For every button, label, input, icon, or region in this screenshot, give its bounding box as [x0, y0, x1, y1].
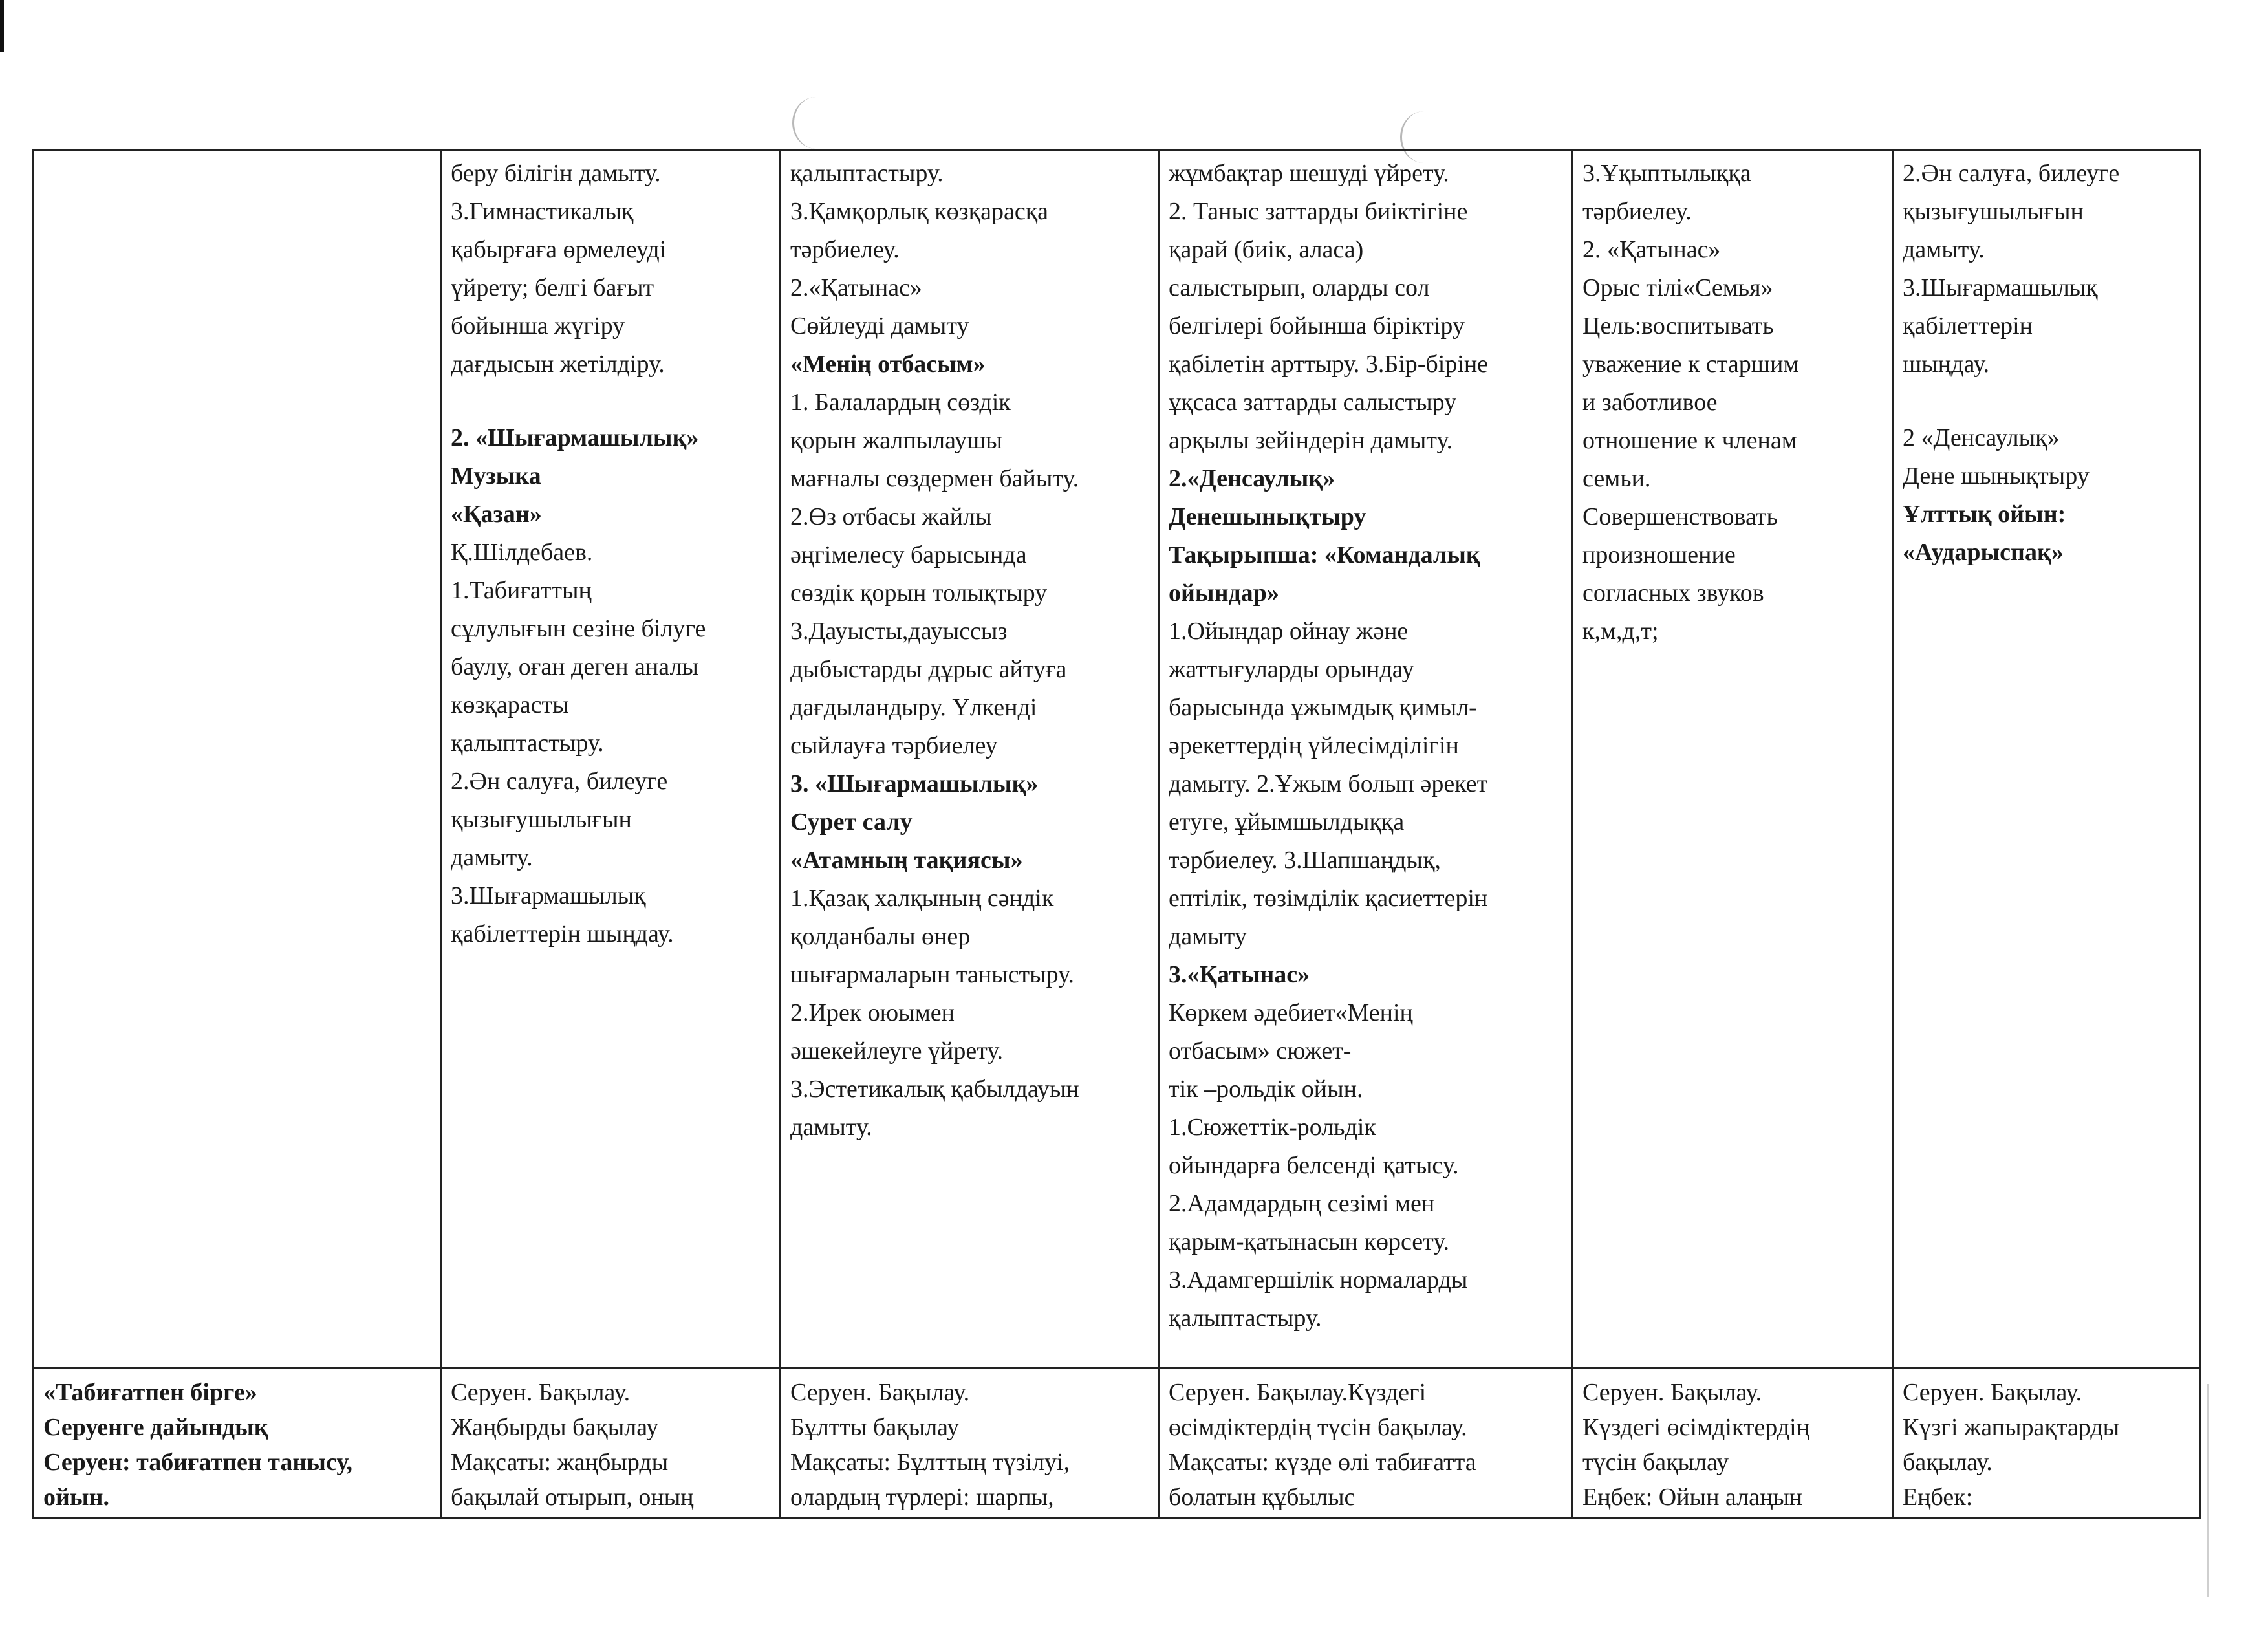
cell-text-line: 2.Ән салуға, билеуге [451, 768, 668, 795]
cell-text-line: 3.Қамқорлық көзқарасқа [790, 198, 1049, 225]
cell-text-line: Ұлттық ойын: [1903, 501, 2066, 528]
cell-text-line: к,м,д,т; [1582, 618, 1659, 645]
cell-text-line: 1. Балалардың сөздік [790, 389, 1011, 416]
cell-text-line: 3.Дауысты,дауыссыз [790, 618, 1008, 645]
table-row [34, 150, 2200, 1368]
cell-text-line: әрекеттердің үйлесімділігін [1169, 732, 1459, 759]
lesson-plan-table [32, 149, 2201, 1519]
cell-text-line: жұмбақтар шешуді үйрету. [1169, 160, 1449, 187]
cell-text-line: Бұлтты бақылау [790, 1414, 960, 1441]
cell-text-line: қалыптастыру. [451, 730, 604, 757]
cell-text-line: Серуенге дайындық [43, 1414, 268, 1441]
cell-text-line: тік –рольдік ойын. [1169, 1076, 1363, 1103]
cell-text-line: 1.Ойындар ойнау және [1169, 618, 1409, 645]
cell-text-line: Серуен. Бақылау. [790, 1379, 970, 1406]
cell-text-line: дағдысын жетілдіру. [451, 351, 665, 378]
cell-text-line: етуге, ұйымшылдыққа [1169, 808, 1405, 836]
cell-text-line: «Атамның тақиясы» [790, 847, 1023, 874]
cell-text-line: 2.Ирек оюымен [790, 999, 955, 1026]
cell-text-line: дамыту [1169, 923, 1247, 950]
cell-text-line: дамыту. 2.Ұжым болып әрекет [1169, 770, 1488, 797]
cell-text-line: отношение к членам [1582, 427, 1797, 454]
cell-text-line: түсін бақылау [1582, 1449, 1729, 1476]
cell-text-line: Күзгі жапырақтарды [1903, 1414, 2120, 1441]
cell-text-line: сөздік қорын толықтыру [790, 579, 1048, 607]
cell-text-line: тәрбиелеу. 3.Шапшаңдық, [1169, 847, 1441, 874]
cell-text-line: Еңбек: Ойын алаңын [1582, 1484, 1803, 1511]
cell-text-line: қабырғаға өрмелеуді [451, 236, 667, 263]
table-cell [781, 1368, 1159, 1519]
cell-text-line: әңгімелесу барысында [790, 541, 1027, 568]
cell-text-line: Серуен. Бақылау. [1903, 1379, 2082, 1406]
cell-text-line: Еңбек: [1903, 1484, 1973, 1511]
cell-text-line: «Қазан» [451, 501, 542, 528]
cell-text-line: қабілеттерін [1903, 312, 2033, 340]
cell-text-line: шығармаларын таныстыру. [790, 961, 1074, 988]
cell-text-line: баулу, оған деген аналы [451, 653, 698, 680]
cell-text-line: арқылы зейіндерін дамыту. [1169, 427, 1453, 454]
cell-text-line: қызығушылығын [451, 806, 632, 833]
cell-text-line: Күздегі өсімдіктердің [1582, 1414, 1810, 1441]
table-cell [441, 150, 781, 1368]
cell-text-line: 3.Гимнастикалық [451, 198, 634, 225]
cell-text-line: Мақсаты: Бұлттың түзілуі, [790, 1449, 1070, 1476]
scan-edge-mark [0, 0, 4, 52]
cell-text-line: мағналы сөздермен байыту. [790, 465, 1079, 492]
table-cell [1893, 1368, 2200, 1519]
cell-text-line: қалыптастыру. [790, 160, 944, 187]
cell-text-line: 3.«Қатынас» [1169, 961, 1310, 988]
cell-text-line: 2.«Қатынас» [790, 274, 922, 301]
cell-text-line: «Аударыспақ» [1903, 539, 2064, 566]
table-cell [1893, 150, 2200, 1368]
cell-text-line: Сурет салу [790, 808, 913, 836]
cell-text-line: 2.Өз отбасы жайлы [790, 503, 992, 530]
cell-text-line: қорын жалпылаушы [790, 427, 1002, 454]
cell-text-line: Цель:воспитывать [1582, 312, 1774, 340]
blank-line [1903, 384, 2190, 419]
cell-text-line: бойынша жүгіру [451, 312, 625, 340]
cell-text-line: 3.Шығармашылық [1903, 274, 2098, 301]
table-cell [1159, 150, 1573, 1368]
cell-text-line: 2. «Шығармашылық» [451, 424, 699, 451]
cell-text-line: тәрбиелеу. [1582, 198, 1692, 225]
cell-text-line: 2. Таныс заттарды биіктігіне [1169, 198, 1468, 225]
cell-text-line: 1.Сюжеттік-рольдік [1169, 1114, 1376, 1141]
cell-text-line: қолданбалы өнер [790, 923, 971, 950]
cell-text-line: Музыка [451, 462, 541, 490]
table-cell [1573, 150, 1893, 1368]
cell-text-line: қабілеттерін шыңдау. [451, 920, 674, 947]
cell-text-line: барысында ұжымдық қимыл- [1169, 694, 1477, 721]
table-cell [1159, 1368, 1573, 1519]
cell-text-line: қарым-қатынасын көрсету. [1169, 1228, 1449, 1255]
table-row [34, 1368, 2200, 1519]
cell-text-line: дыбыстарды дұрыс айтуға [790, 656, 1067, 683]
scan-edge-line [2207, 1384, 2209, 1597]
cell-text-line: Мақсаты: жаңбырды [451, 1449, 669, 1476]
cell-text-line: үйрету; белгі бағыт [451, 274, 654, 301]
cell-text-line: Денешынықтыру [1169, 503, 1366, 530]
cell-text-line: сыйлауға тәрбиелеу [790, 732, 998, 759]
cell-text-line: дағдыландыру. Үлкенді [790, 694, 1037, 721]
cell-text-line: белгілері бойынша біріктіру [1169, 312, 1465, 340]
cell-text-line: дамыту. [790, 1114, 872, 1141]
cell-text-line: Орыс тілі«Семья» [1582, 274, 1773, 301]
cell-text-line: «Менің отбасым» [790, 351, 986, 378]
cell-text-line: қалыптастыру. [1169, 1305, 1322, 1332]
cell-text-line: дамыту. [1903, 236, 1985, 263]
cell-text-line: ұқсаса заттарды салыстыру [1169, 389, 1457, 416]
cell-text-line: Қ.Шілдебаев. [451, 539, 593, 566]
cell-text-line: 1.Табиғаттың [451, 577, 592, 604]
cell-text-line: Серуен. Бақылау. [451, 1379, 631, 1406]
cell-text-line: Сөйлеуді дамыту [790, 312, 969, 340]
cell-text-line: бақылау. [1903, 1449, 1993, 1476]
cell-text-line: 2.Ән салуға, билеуге [1903, 160, 2120, 187]
cell-text-line: Мақсаты: күзде өлі табиғатта [1169, 1449, 1476, 1476]
cell-text-line: 2 «Денсаулық» [1903, 424, 2060, 451]
cell-text-line: жаттығуларды орындау [1169, 656, 1414, 683]
cell-text-line: уважение к старшим [1582, 351, 1799, 378]
cell-text-line: произношение [1582, 541, 1736, 568]
cell-text-line: Тақырыпша: «Командалық [1169, 541, 1480, 568]
cell-text-line: 3.Адамгершілік нормаларды [1169, 1266, 1468, 1294]
cell-text-line: «Табиғатпен бірге» [43, 1379, 257, 1406]
row-label-cell [34, 150, 441, 1368]
cell-text-line: 3.Ұқыптылыққа [1582, 160, 1751, 187]
cell-text-line: болатын құбылыс [1169, 1484, 1355, 1511]
cell-text-line: отбасым» сюжет- [1169, 1037, 1352, 1065]
cell-text-line: салыстырып, оларды сол [1169, 274, 1430, 301]
cell-text-line: ойындар» [1169, 579, 1279, 607]
cell-text-line: қарай (биік, аласа) [1169, 236, 1364, 263]
table-cell [441, 1368, 781, 1519]
cell-text-line: семьи. [1582, 465, 1651, 492]
cell-text-line: 1.Қазақ халқының сәндік [790, 885, 1054, 912]
cell-text-line: ойын. [43, 1484, 109, 1511]
cell-text-line: Дене шынықтыру [1903, 462, 2090, 490]
cell-text-line: 2. «Қатынас» [1582, 236, 1721, 263]
cell-text-line: Серуен: табиғатпен танысу, [43, 1449, 353, 1476]
cell-text-line: тәрбиелеу. [790, 236, 900, 263]
cell-text-line: 3.Шығармашылық [451, 882, 646, 909]
row-label-cell [34, 1368, 441, 1519]
cell-text-line: шыңдау. [1903, 351, 1990, 378]
cell-text-line: Серуен. Бақылау.Күздегі [1169, 1379, 1427, 1406]
table-cell [1573, 1368, 1893, 1519]
cell-text-line: и заботливое [1582, 389, 1718, 416]
cell-text-line: Көркем әдебиет«Менің [1169, 999, 1413, 1026]
cell-text-line: өсімдіктердің түсін бақылау. [1169, 1414, 1467, 1441]
cell-text-line: Совершенствовать [1582, 503, 1778, 530]
cell-text-line: 3. «Шығармашылық» [790, 770, 1039, 797]
cell-text-line: ойындарға белсенді қатысу. [1169, 1152, 1459, 1179]
cell-text-line: олардың түрлері: шарпы, [790, 1484, 1054, 1511]
cell-text-line: 3.Эстетикалық қабылдауын [790, 1076, 1079, 1103]
cell-text-line: беру білігін дамыту. [451, 160, 661, 187]
cell-text-line: қабілетін арттыру. 3.Бір-біріне [1169, 351, 1489, 378]
cell-text-line: дамыту. [451, 844, 533, 871]
cell-text-line: 2.Адамдардың сезімі мен [1169, 1190, 1435, 1217]
punch-hole-mark [792, 97, 839, 149]
cell-text-line: согласных звуков [1582, 579, 1764, 607]
cell-text-line: Серуен. Бақылау. [1582, 1379, 1762, 1406]
cell-text-line: Жаңбырды бақылау [451, 1414, 659, 1441]
cell-text-line: қызығушылығын [1903, 198, 2084, 225]
cell-text-line: бақылай отырып, оның [451, 1484, 694, 1511]
cell-text-line: көзқарасты [451, 691, 569, 719]
table-cell [781, 150, 1159, 1368]
cell-text-line: 2.«Денсаулық» [1169, 465, 1335, 492]
cell-text-line: әшекейлеуге үйрету. [790, 1037, 1004, 1065]
blank-line [451, 384, 770, 419]
cell-text-line: сұлулығын сезіне білуге [451, 615, 706, 642]
cell-text-line: ептілік, төзімділік қасиеттерін [1169, 885, 1488, 912]
